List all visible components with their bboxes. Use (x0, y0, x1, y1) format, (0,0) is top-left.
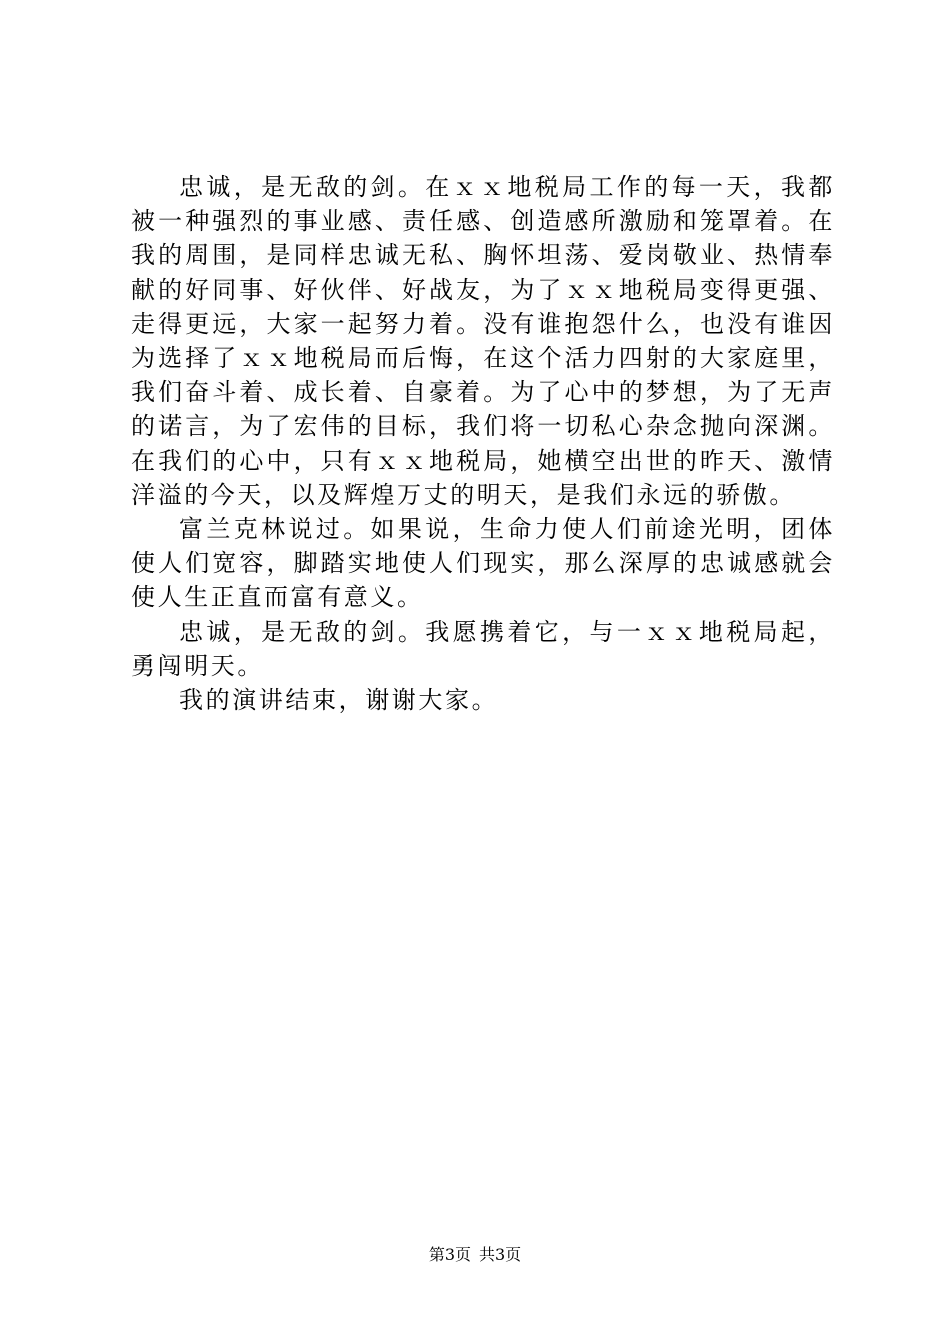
paragraph-closing-vow: 忠诚，是无敌的剑。我愿携着它，与一ｘｘ地税局起，勇闯明天。 (131, 617, 835, 680)
paragraph-franklin-quote: 富兰克林说过。如果说，生命力使人们前途光明，团体使人们宽容，脚踏实地使人们现实，那么深厚的忠诚感就会使人生正直而富有意义。 (131, 515, 835, 612)
paragraph-thanks: 我的演讲结束，谢谢大家。 (179, 686, 499, 715)
document-body (131, 170, 835, 717)
paragraph-loyalty: 忠诚，是无敌的剑。在ｘｘ地税局工作的每一天，我都被一种强烈的事业感、责任感、创造感所激励和笼罩着。在我的周围，是同样忠诚无私、胸怀坦荡、爱岗敬业、热情奉献的好同事、好伙伴、好战友，为了ｘｘ地税局变得更强、走得更远，大家一起努力着。没有谁抱怨什么，也没有谁因为选择了ｘｘ地税局而后悔，在这个活力四射的大家庭里，我们奋斗着、成长着、自豪着。为了心中的梦想，为了无声的诺言，为了宏伟的目标，我们将一切私心杂念抛向深渊。在我们的心中，只有ｘｘ地税局，她横空出世的昨天、激情洋溢的今天，以及辉煌万丈的明天，是我们永远的骄傲。 (131, 173, 835, 509)
page-footer (0, 1244, 950, 1266)
page-number: 第3页 (428, 1245, 471, 1264)
page-total: 共3页 (479, 1245, 522, 1264)
